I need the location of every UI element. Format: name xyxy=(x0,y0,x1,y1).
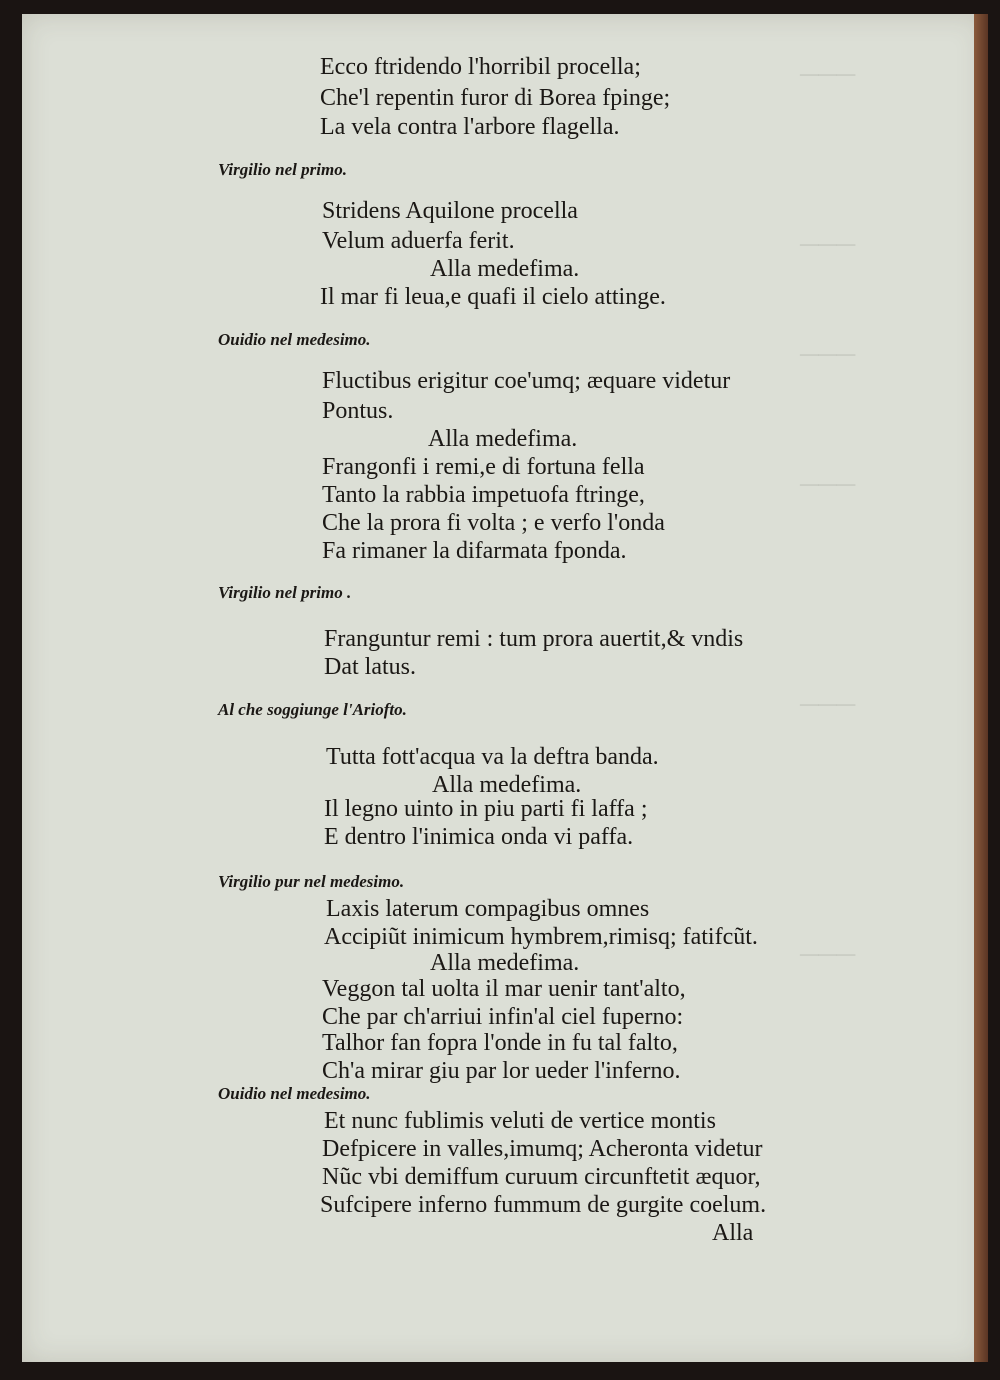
verse-line: Che par ch'arriui infin'al ciel fuperno: xyxy=(322,1004,684,1030)
catchword: Alla xyxy=(712,1220,754,1246)
verse-line: Fluctibus erigitur coe'umq; æquare videtur xyxy=(322,368,731,394)
verse-line: Pontus. xyxy=(322,398,394,424)
verse-line: La vela contra l'arbore flagella. xyxy=(320,114,620,140)
verse-line: Che'l repentin furor di Borea fpinge; xyxy=(320,85,671,111)
verse-line: Talhor fan fopra l'onde in fu tal falto, xyxy=(322,1030,678,1056)
verse-line: Dat latus. xyxy=(324,654,416,680)
verse-line: Et nunc fublimis veluti de vertice montis xyxy=(324,1108,716,1134)
section-heading: Virgilio nel primo. xyxy=(218,160,347,179)
verse-line: Stridens Aquilone procella xyxy=(322,198,578,224)
verse-line: Defpicere in valles,imumq; Acheronta videtur xyxy=(322,1136,763,1162)
subheading: Alla medefima. xyxy=(428,426,578,452)
verse-line: Ecco ftridendo l'horribil procella; xyxy=(320,54,641,80)
verse-line: Fa rimaner la difarmata fponda. xyxy=(322,538,627,564)
verse-line: Frangonfi i remi,e di fortuna fella xyxy=(322,454,645,480)
verse-line: Laxis laterum compagibus omnes xyxy=(326,896,650,922)
section-heading: Ouidio nel medesimo. xyxy=(218,1084,371,1103)
verse-line: Tutta fott'acqua va la deftra banda. xyxy=(326,744,659,770)
verse-line: Tanto la rabbia impetuofa ftringe, xyxy=(322,482,645,508)
verse-line: Che la prora fi volta ; e verfo l'onda xyxy=(322,510,665,536)
subheading: Alla medefima. xyxy=(430,950,580,976)
verse-line: Sufcipere inferno fummum de gurgite coelum. xyxy=(320,1192,767,1218)
subheading: Alla medefima. xyxy=(432,772,582,798)
section-heading: Ouidio nel medesimo. xyxy=(218,330,371,349)
verse-line: E dentro l'inimica onda vi paffa. xyxy=(324,824,634,850)
verse-line: Accipiũt inimicum hymbrem,rimisq; fatifcũt. xyxy=(324,924,758,950)
verse-line: Il legno uinto in piu parti fi laffa ; xyxy=(324,796,648,822)
section-heading: Virgilio nel primo . xyxy=(218,583,352,602)
section-heading: Al che soggiunge l'Ariofto. xyxy=(218,700,407,719)
page-edge xyxy=(974,14,988,1362)
verse-line: Veggon tal uolta il mar uenir tant'alto, xyxy=(322,976,686,1002)
subheading: Alla medefima. xyxy=(430,256,580,282)
section-heading: Virgilio pur nel medesimo. xyxy=(218,872,405,891)
verse-line: Velum aduerfa ferit. xyxy=(322,228,515,254)
verse-line: Ch'a mirar giu par lor ueder l'inferno. xyxy=(322,1058,681,1084)
verse-line: Il mar fi leua,e quafi il cielo attinge. xyxy=(320,284,666,310)
verse-line: Franguntur remi : tum prora auertit,& vndis xyxy=(324,626,744,652)
verse-line: Nũc vbi demiffum curuum circunftetit æquor, xyxy=(322,1164,761,1190)
